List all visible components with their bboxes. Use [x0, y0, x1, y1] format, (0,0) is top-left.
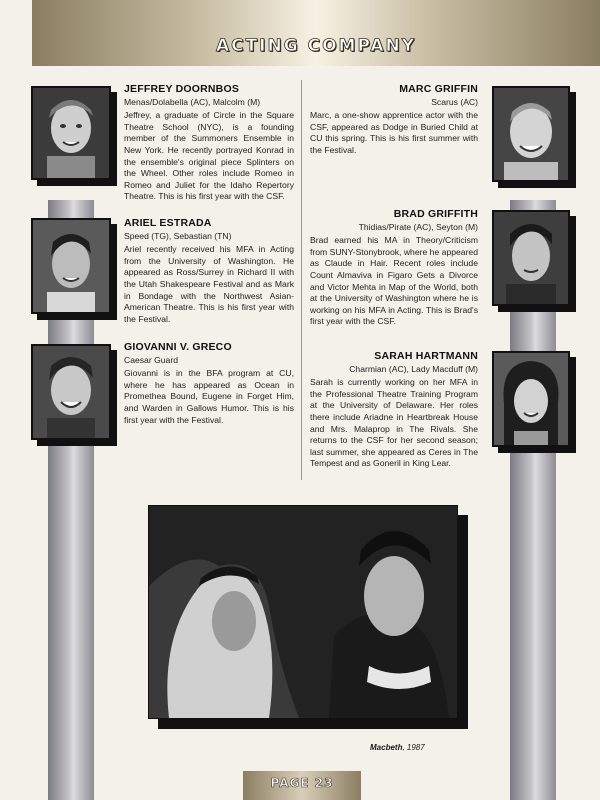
bio-jeffrey-doornbos [124, 84, 294, 203]
member-name: MARC GRIFFIN [399, 83, 478, 95]
headshot-marc-griffin [492, 86, 570, 182]
member-roles: Menas/Dolabella (AC), Malcolm (M) [124, 96, 261, 107]
member-bio: Jeffrey, a graduate of Circle in the Square Theatre School (NYC), is a founding member of the Summoners Ensemble in New York. He recently portrayed Konrad in the ensemble's original piece Splinters on the Wheel. Other roles include Romeo in Romeo and Juliet for the Idaho Repertory Theatre. This is his first year with the CSF. [124, 110, 294, 202]
member-bio: Brad earned his MA in Theory/Criticism from SUNY-Stonybrook, where he appeared as Claude in Hair. Recent roles include Count Almaviva in Figaro Gets a Divorce and Victor Mehta in Map of the World, both at the University of Washington where he is working on his MFA in Acting. This is Brad's first year with the CSF. [310, 235, 478, 327]
member-bio: Marc, a one-show apprentice actor with the CSF, appeared as Dodge in Buried Child at CU this spring. This is his first summer with the Festival. [310, 110, 478, 155]
caption-year: , 1987 [402, 743, 425, 752]
member-roles: Speed (TG), Sebastian (TN) [124, 230, 232, 241]
member-name: ARIEL ESTRADA [124, 217, 212, 229]
headshot-ariel-estrada [31, 218, 111, 314]
page-title: ACTING COMPANY [215, 36, 417, 56]
member-roles: Charmian (AC), Lady Macduff (M) [349, 363, 478, 374]
page-number: PAGE 23 [270, 776, 334, 790]
member-name: SARAH HARTMANN [374, 350, 478, 362]
member-roles: Scarus (AC) [431, 96, 478, 107]
headshot-giovanni-greco [31, 344, 111, 440]
photo-caption [370, 743, 425, 752]
production-photo [148, 505, 458, 719]
bio-marc-griffin [310, 84, 478, 157]
member-name: BRAD GRIFFITH [393, 208, 478, 220]
member-name: GIOVANNI V. GRECO [124, 341, 232, 353]
column-divider [301, 80, 302, 480]
member-name: JEFFREY DOORNBOS [124, 83, 240, 95]
member-bio: Ariel recently received his MFA in Acting from the University of Washington. He appeared as Ross/Surrey in Richard II with the Utah Shakespeare Festival and as Mark in Bondage with the Northwest Asian-American Theatre. This is his first year with the Festival. [124, 244, 294, 324]
member-bio: Giovanni is in the BFA program at CU, where he has appeared as Ocean in Promethea Bound, Eugene in Forget Him, and Warden in Gallows Humor. This is his first year with the Festival. [124, 368, 294, 425]
member-bio: Sarah is currently working on her MFA in the Professional Theatre Training Program at the University of Delaware. Her roles there include Ariadne in Heartbreak House and Mrs. Malaprop in The Rivals. She returns to the CSF for her second season; last summer, she appeared as Ceres in The Tempest and as Goneril in King Lear. [310, 377, 478, 469]
bio-sarah-hartmann [310, 351, 478, 470]
bio-brad-griffith [310, 209, 478, 328]
bio-giovanni-greco [124, 342, 294, 426]
bio-ariel-estrada [124, 218, 294, 325]
headshot-brad-griffith [492, 210, 570, 306]
header-band [32, 0, 600, 66]
headshot-jeffrey-doornbos [31, 86, 111, 180]
caption-title: Macbeth [370, 743, 403, 752]
headshot-sarah-hartmann [492, 351, 570, 447]
member-roles: Caesar Guard [124, 354, 178, 365]
member-roles: Thidias/Pirate (AC), Seyton (M) [358, 221, 478, 232]
